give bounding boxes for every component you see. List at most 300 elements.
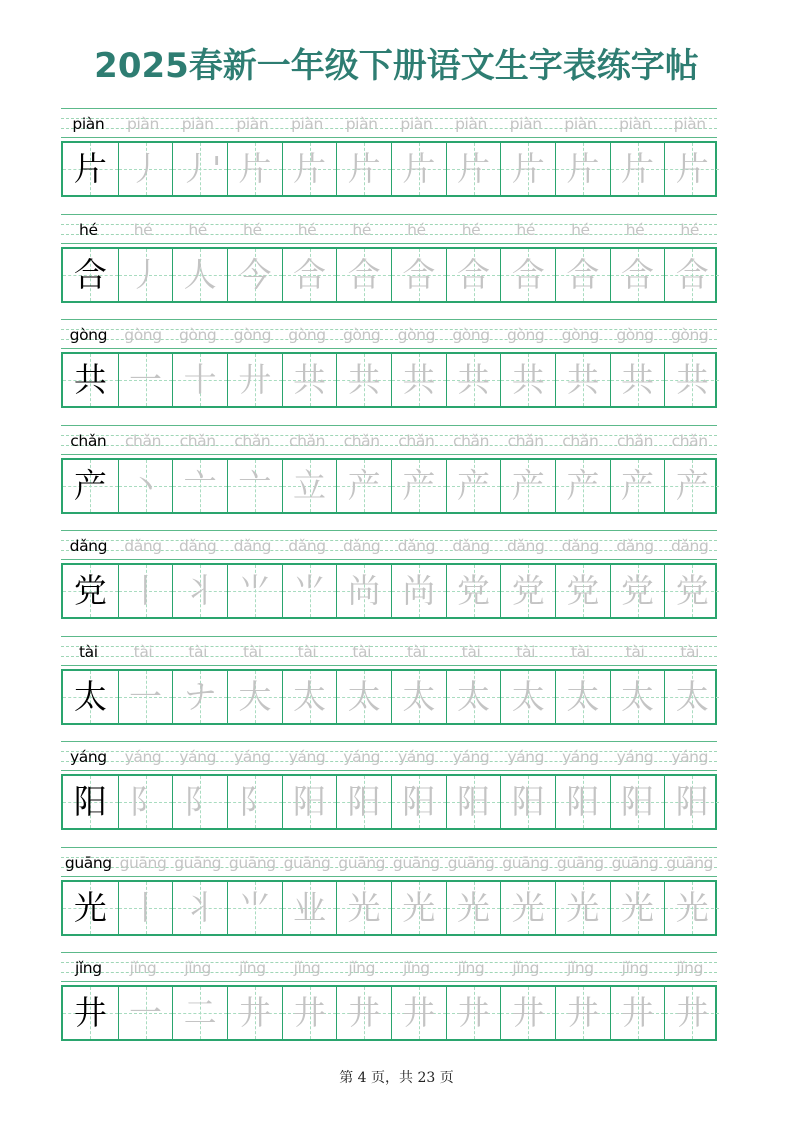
trace-cell [500,354,555,406]
pinyin-trace: chǎn [671,431,708,450]
trace-cell [555,882,610,934]
trace-cell [172,882,227,934]
trace-cell [282,776,337,828]
trace-cell [336,776,391,828]
trace-cell [446,460,501,512]
stroke-step: 光 [675,887,709,927]
trace-cell [172,776,227,828]
stroke-step: 片 [621,149,655,188]
stroke-step: 人 [183,254,217,294]
trace-cell [664,565,719,617]
trace-cell [610,249,665,301]
pinyin-trace: piàn [509,115,542,133]
stroke-step: 合 [621,254,655,294]
trace-cell [555,987,610,1039]
trace-cell [555,460,610,512]
trace-cell [391,776,446,828]
trace-cell [664,354,719,406]
trace-cell [227,460,282,512]
stroke-step: 太 [675,676,709,716]
stroke-step: 尚 [402,571,436,610]
stroke-step: 共 [293,360,326,399]
practice-row [61,952,717,1146]
stroke-step: 丬 [183,571,217,610]
pinyin-trace: jǐng [293,959,321,977]
stroke-step: 光 [621,887,655,927]
pinyin-trace: jǐng [512,959,540,977]
trace-cell [500,460,555,512]
pinyin-band [61,636,717,666]
trace-cell [118,143,173,195]
stroke-step: 太 [347,676,381,716]
stroke-step: 阝 [183,782,217,821]
pinyin-trace: chǎn [288,431,326,450]
trace-cell [664,776,719,828]
trace-cell [282,460,337,512]
stroke-step: 片 [347,149,381,188]
pinyin-label: piàn [72,115,105,133]
stroke-step: 光 [457,887,491,927]
tian-grid [61,247,717,303]
stroke-step: 丿 [128,149,162,188]
pinyin-trace: piàn [236,115,269,133]
stroke-step: 产 [621,465,655,505]
stroke-step: 十 [183,360,217,399]
pinyin-trace: dǎng [561,537,600,555]
trace-cell [391,143,446,195]
trace-cell [391,987,446,1039]
trace-cell [336,249,391,301]
pinyin-trace: hé [188,220,207,239]
pinyin-trace: tài [407,642,426,661]
trace-cell [282,249,337,301]
stroke-step: 产 [347,465,381,505]
stroke-step: 片 [238,149,272,188]
pinyin-trace: jǐng [567,959,594,977]
trace-cell [282,354,337,406]
trace-cell [282,565,337,617]
trace-cell [555,565,610,617]
model-character: 片 [73,149,107,188]
stroke-step: 共 [511,360,545,399]
pinyin-trace: dǎng [397,537,436,555]
trace-cell [282,882,337,934]
trace-cell [336,460,391,512]
model-character-cell [63,565,118,617]
stroke-step: 今 [238,254,272,294]
trace-cell [610,987,665,1039]
trace-cell [664,882,719,934]
pinyin-trace: chǎn [616,431,654,450]
stroke-step: 井 [621,993,655,1032]
stroke-step: ⺌ [238,571,272,610]
pinyin-label: yáng [69,748,107,766]
trace-cell [172,460,227,512]
pinyin-band [61,530,717,560]
pinyin-trace: hé [571,220,590,239]
model-character-cell [63,776,118,828]
trace-cell [446,671,501,723]
stroke-step: 太 [621,676,655,716]
trace-cell [610,354,665,406]
trace-cell [555,249,610,301]
trace-cell [118,354,173,406]
pinyin-trace: jǐng [457,959,485,977]
trace-cell [391,249,446,301]
pinyin-band [61,741,717,771]
stroke-step: 片 [675,149,709,188]
pinyin-trace: guāng [228,853,276,872]
stroke-step: 产 [566,465,600,505]
stroke-step: 阳 [621,782,655,821]
stroke-step: ナ [183,676,217,716]
stroke-step: 光 [566,887,600,927]
trace-cell [500,671,555,723]
trace-cell [610,671,665,723]
pinyin-band [61,425,717,455]
stroke-step: 产 [675,465,709,505]
trace-cell [664,249,719,301]
pinyin-trace: chǎn [507,431,544,450]
model-character: 太 [73,676,107,716]
trace-cell [172,987,227,1039]
stroke-step: 阳 [511,782,545,821]
stroke-step: 光 [511,887,545,927]
trace-cell [391,460,446,512]
stroke-step: 阳 [402,782,436,821]
pinyin-trace: guāng [338,853,386,872]
stroke-step: 阳 [293,782,326,821]
pinyin-trace: chǎn [124,431,162,450]
trace-cell [446,249,501,301]
pinyin-label: jǐng [74,959,102,977]
tian-grid [61,985,717,1041]
model-character-cell [63,460,118,512]
pinyin-trace: gòng [288,326,326,344]
trace-cell [664,143,719,195]
trace-cell [227,776,282,828]
pinyin-trace: chǎn [452,431,490,450]
stroke-step: 丿 [128,254,162,294]
pinyin-trace: dǎng [452,537,490,555]
pinyin-trace: piàn [127,115,159,133]
pinyin-trace: jǐng [348,959,376,977]
stroke-step: 井 [511,993,545,1032]
trace-cell [446,143,501,195]
model-character: 共 [73,360,107,399]
stroke-step: 太 [457,676,491,716]
stroke-step: 合 [566,254,600,294]
pinyin-trace: yáng [179,748,217,766]
trace-cell [664,987,719,1039]
pinyin-trace: jǐng [621,959,649,977]
stroke-step: 井 [347,993,381,1032]
pinyin-trace: hé [133,220,153,239]
stroke-step: 光 [347,887,381,927]
stroke-step: 片 [402,149,436,188]
trace-cell [118,776,173,828]
trace-cell [172,143,227,195]
stroke-step: 丶 [128,465,162,505]
pinyin-trace: tài [680,642,700,661]
trace-cell [610,143,665,195]
pinyin-trace: yáng [343,748,381,766]
stroke-step: 廾 [238,360,272,399]
trace-cell [391,565,446,617]
pinyin-trace: gòng [616,326,654,344]
pinyin-trace: guāng [119,853,167,872]
pinyin-trace: jǐng [676,959,704,977]
trace-cell [391,354,446,406]
tian-grid [61,563,717,619]
pinyin-trace: gòng [397,326,436,344]
pinyin-trace: jǐng [403,959,430,977]
stroke-step: 阳 [566,782,600,821]
trace-cell [227,565,282,617]
stroke-step: 党 [566,571,600,610]
trace-cell [227,987,282,1039]
trace-cell [500,987,555,1039]
trace-cell [391,671,446,723]
pinyin-trace: guāng [611,853,659,872]
stroke-step: 井 [457,993,491,1032]
pinyin-trace: jǐng [129,959,157,977]
stroke-step: 阳 [675,782,709,821]
pinyin-trace: jǐng [184,959,211,977]
trace-cell [172,354,227,406]
stroke-step: 尚 [347,571,381,610]
stroke-step: 片 [511,149,545,188]
stroke-step: 共 [675,360,709,399]
trace-cell [227,671,282,723]
pinyin-trace: hé [243,220,262,239]
pinyin-trace: gòng [124,326,162,344]
pinyin-trace: piàn [564,115,597,133]
pinyin-trace: guāng [283,853,331,872]
trace-cell [172,249,227,301]
pinyin-trace: yáng [288,748,326,766]
trace-cell [118,460,173,512]
stroke-step: 光 [402,887,436,927]
model-character: 光 [73,887,107,927]
tian-grid [61,880,717,936]
tian-grid [61,141,717,197]
stroke-step: 井 [566,993,600,1032]
pinyin-trace: dǎng [178,537,217,555]
tian-grid [61,352,717,408]
pinyin-trace: tài [352,642,372,661]
trace-cell [555,776,610,828]
pinyin-trace: tài [297,642,317,661]
stroke-step: 井 [293,993,326,1032]
pinyin-label: dǎng [69,537,108,555]
pinyin-trace: tài [461,642,481,661]
pinyin-trace: gòng [342,326,381,344]
pinyin-trace: chǎn [398,431,435,450]
stroke-step: 合 [402,254,436,294]
stroke-step: ⺌ [238,887,272,927]
pinyin-trace: piàn [619,115,651,133]
stroke-step: 阝 [128,782,162,821]
trace-cell [446,565,501,617]
tian-grid [61,774,717,830]
model-character: 阳 [73,782,107,821]
stroke-step: 党 [511,571,545,610]
trace-cell [282,671,337,723]
trace-cell [610,882,665,934]
pinyin-band [61,847,717,877]
pinyin-trace: gòng [452,326,490,344]
stroke-step: 合 [675,254,709,294]
pinyin-trace: dǎng [506,537,545,555]
pinyin-trace: tài [133,642,153,661]
pinyin-trace: gòng [670,326,709,344]
stroke-step: 太 [511,676,545,716]
trace-cell [446,987,501,1039]
stroke-step: 共 [347,360,381,399]
stroke-step: 片 [457,149,491,188]
trace-cell [336,143,391,195]
trace-cell [118,565,173,617]
stroke-step: 党 [621,571,655,610]
stroke-step: 丿' [179,149,222,188]
stroke-step: 大 [238,676,272,716]
trace-cell [446,776,501,828]
trace-cell [118,987,173,1039]
stroke-step: 产 [457,465,491,505]
pinyin-trace: dǎng [124,537,162,555]
pinyin-trace: tài [242,642,262,661]
pinyin-trace: yáng [124,748,162,766]
stroke-step: 共 [566,360,600,399]
tian-grid [61,669,717,725]
pinyin-trace: guāng [447,853,495,872]
pinyin-trace: piàn [345,115,378,133]
stroke-step: 合 [293,254,326,294]
pinyin-trace: guāng [392,853,440,872]
pinyin-trace: jǐng [238,959,266,977]
trace-cell [336,987,391,1039]
pinyin-label: gòng [69,326,108,344]
pinyin-trace: piàn [291,115,323,133]
trace-cell [500,776,555,828]
pinyin-trace: hé [297,220,317,239]
pinyin-trace: yáng [616,748,654,766]
trace-cell [336,882,391,934]
stroke-step: 太 [566,676,600,716]
pinyin-band [61,319,717,349]
stroke-step: 业 [293,887,326,927]
pinyin-trace: guāng [174,853,222,872]
pinyin-label: guāng [64,853,112,872]
pinyin-band [61,108,717,138]
tian-grid [61,458,717,514]
trace-cell [336,354,391,406]
trace-cell [118,882,173,934]
stroke-step: 党 [675,571,709,610]
stroke-step: 一 [128,993,162,1032]
trace-cell [500,882,555,934]
trace-cell [227,882,282,934]
stroke-step: 亠 [183,465,217,505]
stroke-step: 党 [457,571,491,610]
model-character: 合 [73,254,107,294]
stroke-step: 阝 [238,782,272,821]
pinyin-trace: hé [680,220,699,239]
page-title: 2025春新一年级下册语文生字表练字帖 [94,46,699,86]
pinyin-trace: hé [461,220,481,239]
trace-cell [664,671,719,723]
trace-cell [610,565,665,617]
stroke-step: 产 [402,465,436,505]
stroke-step: 二 [183,993,217,1032]
pinyin-trace: dǎng [670,537,709,555]
stroke-step: 合 [511,254,545,294]
stroke-step: 合 [457,254,491,294]
pinyin-label: tài [78,642,98,661]
stroke-step: 片 [566,149,600,188]
pinyin-trace: yáng [233,748,271,766]
trace-cell [500,249,555,301]
trace-cell [118,671,173,723]
pinyin-trace: dǎng [342,537,381,555]
model-character-cell [63,354,118,406]
stroke-step: 共 [621,360,655,399]
pinyin-band [61,214,717,244]
trace-cell [227,354,282,406]
trace-cell [336,565,391,617]
pinyin-trace: yáng [507,748,545,766]
trace-cell [664,460,719,512]
stroke-step: 片 [293,149,326,188]
stroke-step: 井 [675,993,709,1032]
stroke-step: 阳 [457,782,491,821]
pinyin-trace: tài [516,642,536,661]
trace-cell [227,143,282,195]
pinyin-trace: chǎn [179,431,216,450]
pinyin-trace: guāng [502,853,550,872]
stroke-step: 丬 [183,887,217,927]
pinyin-trace: yáng [397,748,435,766]
stroke-step: 产 [511,465,545,505]
trace-cell [500,143,555,195]
pinyin-trace: gòng [233,326,272,344]
trace-cell [172,671,227,723]
pinyin-trace: gòng [561,326,600,344]
pinyin-trace: piàn [181,115,214,133]
pinyin-band [61,952,717,982]
pinyin-trace: tài [188,642,207,661]
page-number: 第 4 页，共 23 页 [339,1070,454,1086]
trace-cell [555,671,610,723]
pinyin-trace: hé [407,220,426,239]
stroke-step: ⺌ [293,571,326,610]
stroke-step: 太 [402,676,436,716]
model-character-cell [63,671,118,723]
stroke-step: 亠 [238,465,272,505]
stroke-step: 丨 [128,887,162,927]
pinyin-label: chǎn [70,431,107,450]
pinyin-trace: gòng [506,326,545,344]
stroke-step: 合 [347,254,381,294]
trace-cell [118,249,173,301]
model-character-cell [63,987,118,1039]
trace-cell [446,882,501,934]
model-character: 党 [73,571,107,610]
pinyin-trace: gòng [178,326,217,344]
pinyin-trace: hé [516,220,535,239]
pinyin-trace: guāng [556,853,604,872]
